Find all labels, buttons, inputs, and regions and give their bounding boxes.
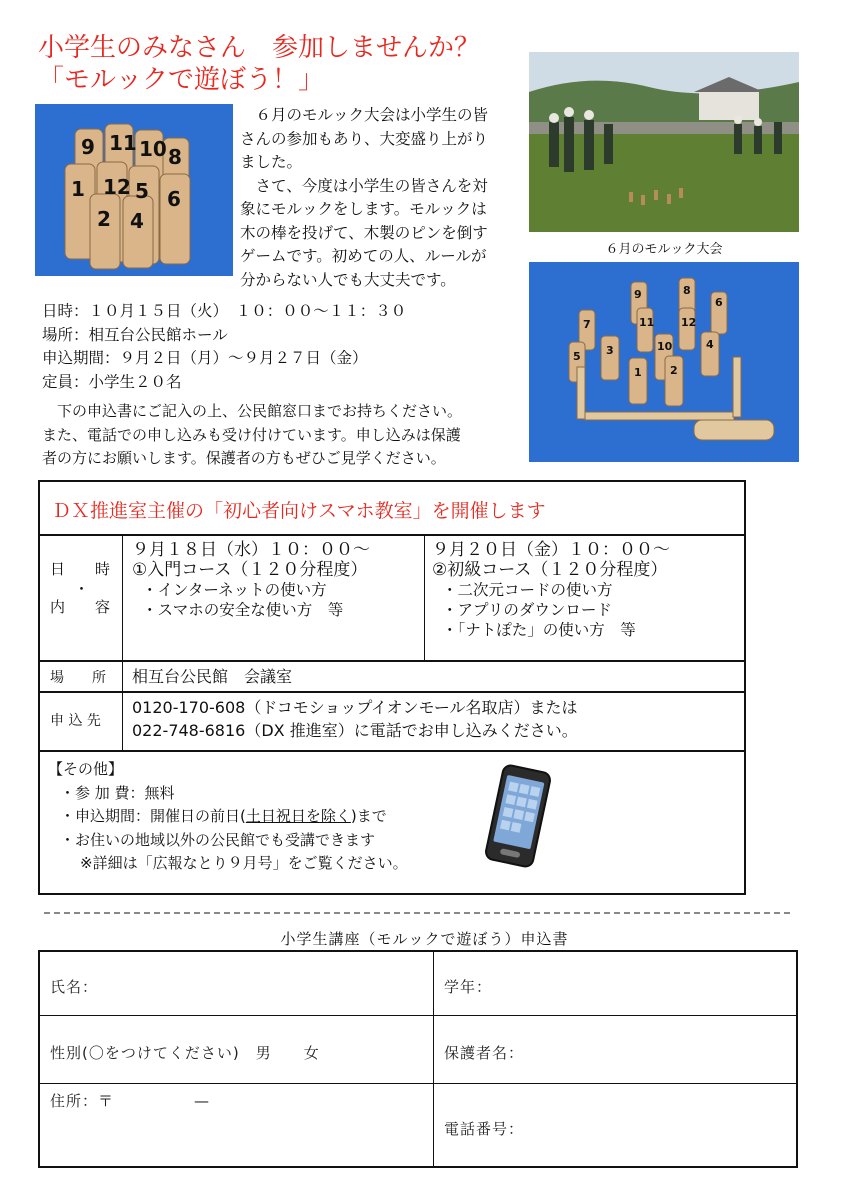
intro-line: 分からない人でも大丈夫です。 — [240, 270, 456, 289]
form-name-field[interactable]: 氏名： — [50, 978, 99, 996]
other-title: 【その他】 — [48, 760, 124, 778]
svg-text:8: 8 — [683, 284, 691, 297]
svg-text:1: 1 — [634, 366, 642, 379]
course-1-name: ①入門コース（１２０分程度） — [132, 560, 368, 580]
intro-line: ました。 — [240, 153, 303, 171]
other-period-post: )まで — [350, 807, 387, 825]
content-label: 内 容 — [50, 598, 111, 616]
svg-text:2: 2 — [97, 207, 111, 231]
intro-line: ６月のモルック大会は小学生の皆 — [240, 106, 489, 124]
event-details — [42, 300, 527, 394]
contact-phone-2: 022-748-6816（DX 推進室）に電話でお申し込みください。 — [132, 721, 578, 740]
notice-line: 者の方にお願いします。保護者の方もぜひご見学ください。 — [42, 449, 446, 467]
notice-text — [42, 400, 532, 471]
event-datetime: 日時：１０月１５日（火） １０：００～１１：３０ — [42, 302, 407, 320]
divider — [122, 534, 123, 750]
svg-text:9: 9 — [81, 135, 95, 159]
other-info — [48, 758, 518, 876]
form-guardian-field[interactable]: 保護者名： — [444, 1044, 525, 1062]
svg-text:12: 12 — [681, 316, 697, 329]
intro-line: さて、今度は小学生の皆さんを対 — [240, 176, 488, 195]
svg-text:11: 11 — [639, 316, 655, 329]
smartphone-icon — [476, 764, 560, 868]
intro-line: 象にモルックをします。モルックは — [240, 200, 487, 218]
course-2-item: ・アプリのダウンロード — [442, 601, 612, 619]
molkky-set-photo — [529, 262, 799, 462]
svg-text:1: 1 — [71, 177, 85, 201]
svg-text:8: 8 — [168, 145, 182, 169]
place-value: 相互台公民館 会議室 — [132, 667, 293, 686]
course-2-name: ②初級コース（１２０分程度） — [432, 560, 668, 580]
notice-line: 下の申込書にご記入の上、公民館窓口までお持ちください。 — [42, 402, 463, 420]
other-region: ・お住いの地域以外の公民館でも受講できます — [60, 830, 376, 849]
dx-class-box — [38, 480, 746, 895]
svg-text:4: 4 — [706, 338, 714, 351]
event-capacity: 定員：小学生２０名 — [42, 372, 182, 391]
svg-text:10: 10 — [139, 137, 167, 161]
form-grade-field[interactable]: 学年： — [444, 978, 493, 996]
svg-text:6: 6 — [167, 187, 181, 211]
divider — [40, 1015, 796, 1016]
course-1-date: ９月１８日（水）１０：００～ — [132, 540, 370, 560]
other-period-underline: 土日祝日を除く — [245, 807, 351, 825]
headline-line-1: 小学生のみなさん 参加しませんか？ — [38, 33, 481, 63]
application-form — [38, 950, 798, 1168]
form-title: 小学生講座（モルックで遊ぼう）申込書 — [280, 930, 569, 948]
svg-text:4: 4 — [130, 209, 144, 233]
divider — [40, 534, 744, 536]
molkky-pins-photo — [35, 104, 233, 276]
datetime-label-dot: ・ — [74, 580, 90, 598]
svg-text:7: 7 — [583, 318, 591, 331]
dx-class-title: ＤＸ推進室主催の「初心者向けスマホ教室」を開催します — [52, 500, 546, 522]
divider — [40, 1083, 796, 1084]
svg-text:12: 12 — [103, 175, 131, 199]
intro-text — [240, 104, 530, 292]
svg-text:5: 5 — [135, 179, 149, 203]
svg-text:2: 2 — [670, 364, 678, 377]
contact-info — [132, 696, 578, 742]
event-place: 場所：相互台公民館ホール — [42, 325, 228, 344]
form-phone-field[interactable]: 電話番号： — [444, 1120, 525, 1138]
other-period-pre: ・申込期間：開催日の前日( — [60, 807, 246, 825]
event-application-period: 申込期間：９月２日（月）～９月２７日（金） — [42, 349, 368, 367]
notice-line: また、電話での申し込みも受け付けています。申し込みは保護 — [42, 425, 461, 444]
datetime-label: 日 時 — [50, 560, 111, 578]
divider — [433, 952, 434, 1166]
divider — [40, 750, 744, 752]
divider — [40, 691, 744, 693]
contact-phone-1: 0120-170-608（ドコモショップイオンモール名取店）または — [132, 698, 578, 717]
other-detail: ※詳細は「広報なとり９月号」をご覧ください。 — [80, 854, 408, 872]
divider — [40, 660, 744, 662]
tournament-photo — [529, 52, 799, 232]
course-2-item: ・「ナトぽた」の使い方 等 — [442, 621, 636, 639]
course-1-item: ・スマホの安全な使い方 等 — [142, 601, 344, 619]
form-gender-field[interactable]: 性別(〇をつけてください) 男 女 — [50, 1044, 320, 1062]
tournament-photo-caption: ６月のモルック大会 — [605, 242, 723, 257]
other-fee: ・参 加 費：無料 — [60, 783, 175, 802]
course-2-date: ９月２０日（金）１０：００～ — [432, 540, 670, 560]
course-1-item: ・インターネットの使い方 — [142, 581, 327, 599]
other-period — [48, 805, 518, 829]
svg-text:9: 9 — [634, 288, 642, 301]
divider — [424, 534, 425, 660]
form-address-field[interactable]: 住所：〒 — — [50, 1092, 211, 1110]
svg-text:10: 10 — [657, 340, 673, 353]
course-1 — [132, 540, 422, 620]
svg-text:11: 11 — [109, 131, 137, 155]
course-2-item: ・二次元コードの使い方 — [442, 581, 613, 599]
place-label: 場 所 — [50, 670, 106, 686]
headline-line-2: 「モルックで遊ぼう！」 — [38, 65, 325, 95]
svg-text:6: 6 — [715, 296, 723, 309]
cut-line — [44, 912, 790, 914]
svg-text:3: 3 — [606, 344, 614, 357]
intro-line: 木の棒を投げて、木製のピンを倒す — [240, 223, 488, 242]
svg-text:5: 5 — [573, 350, 581, 363]
course-2 — [432, 540, 744, 640]
contact-label: 申 込 先 — [50, 713, 101, 729]
intro-line: さんの参加もあり、大変盛り上がり — [240, 129, 489, 148]
intro-line: ゲームです。初めての人、ルールが — [240, 247, 487, 265]
